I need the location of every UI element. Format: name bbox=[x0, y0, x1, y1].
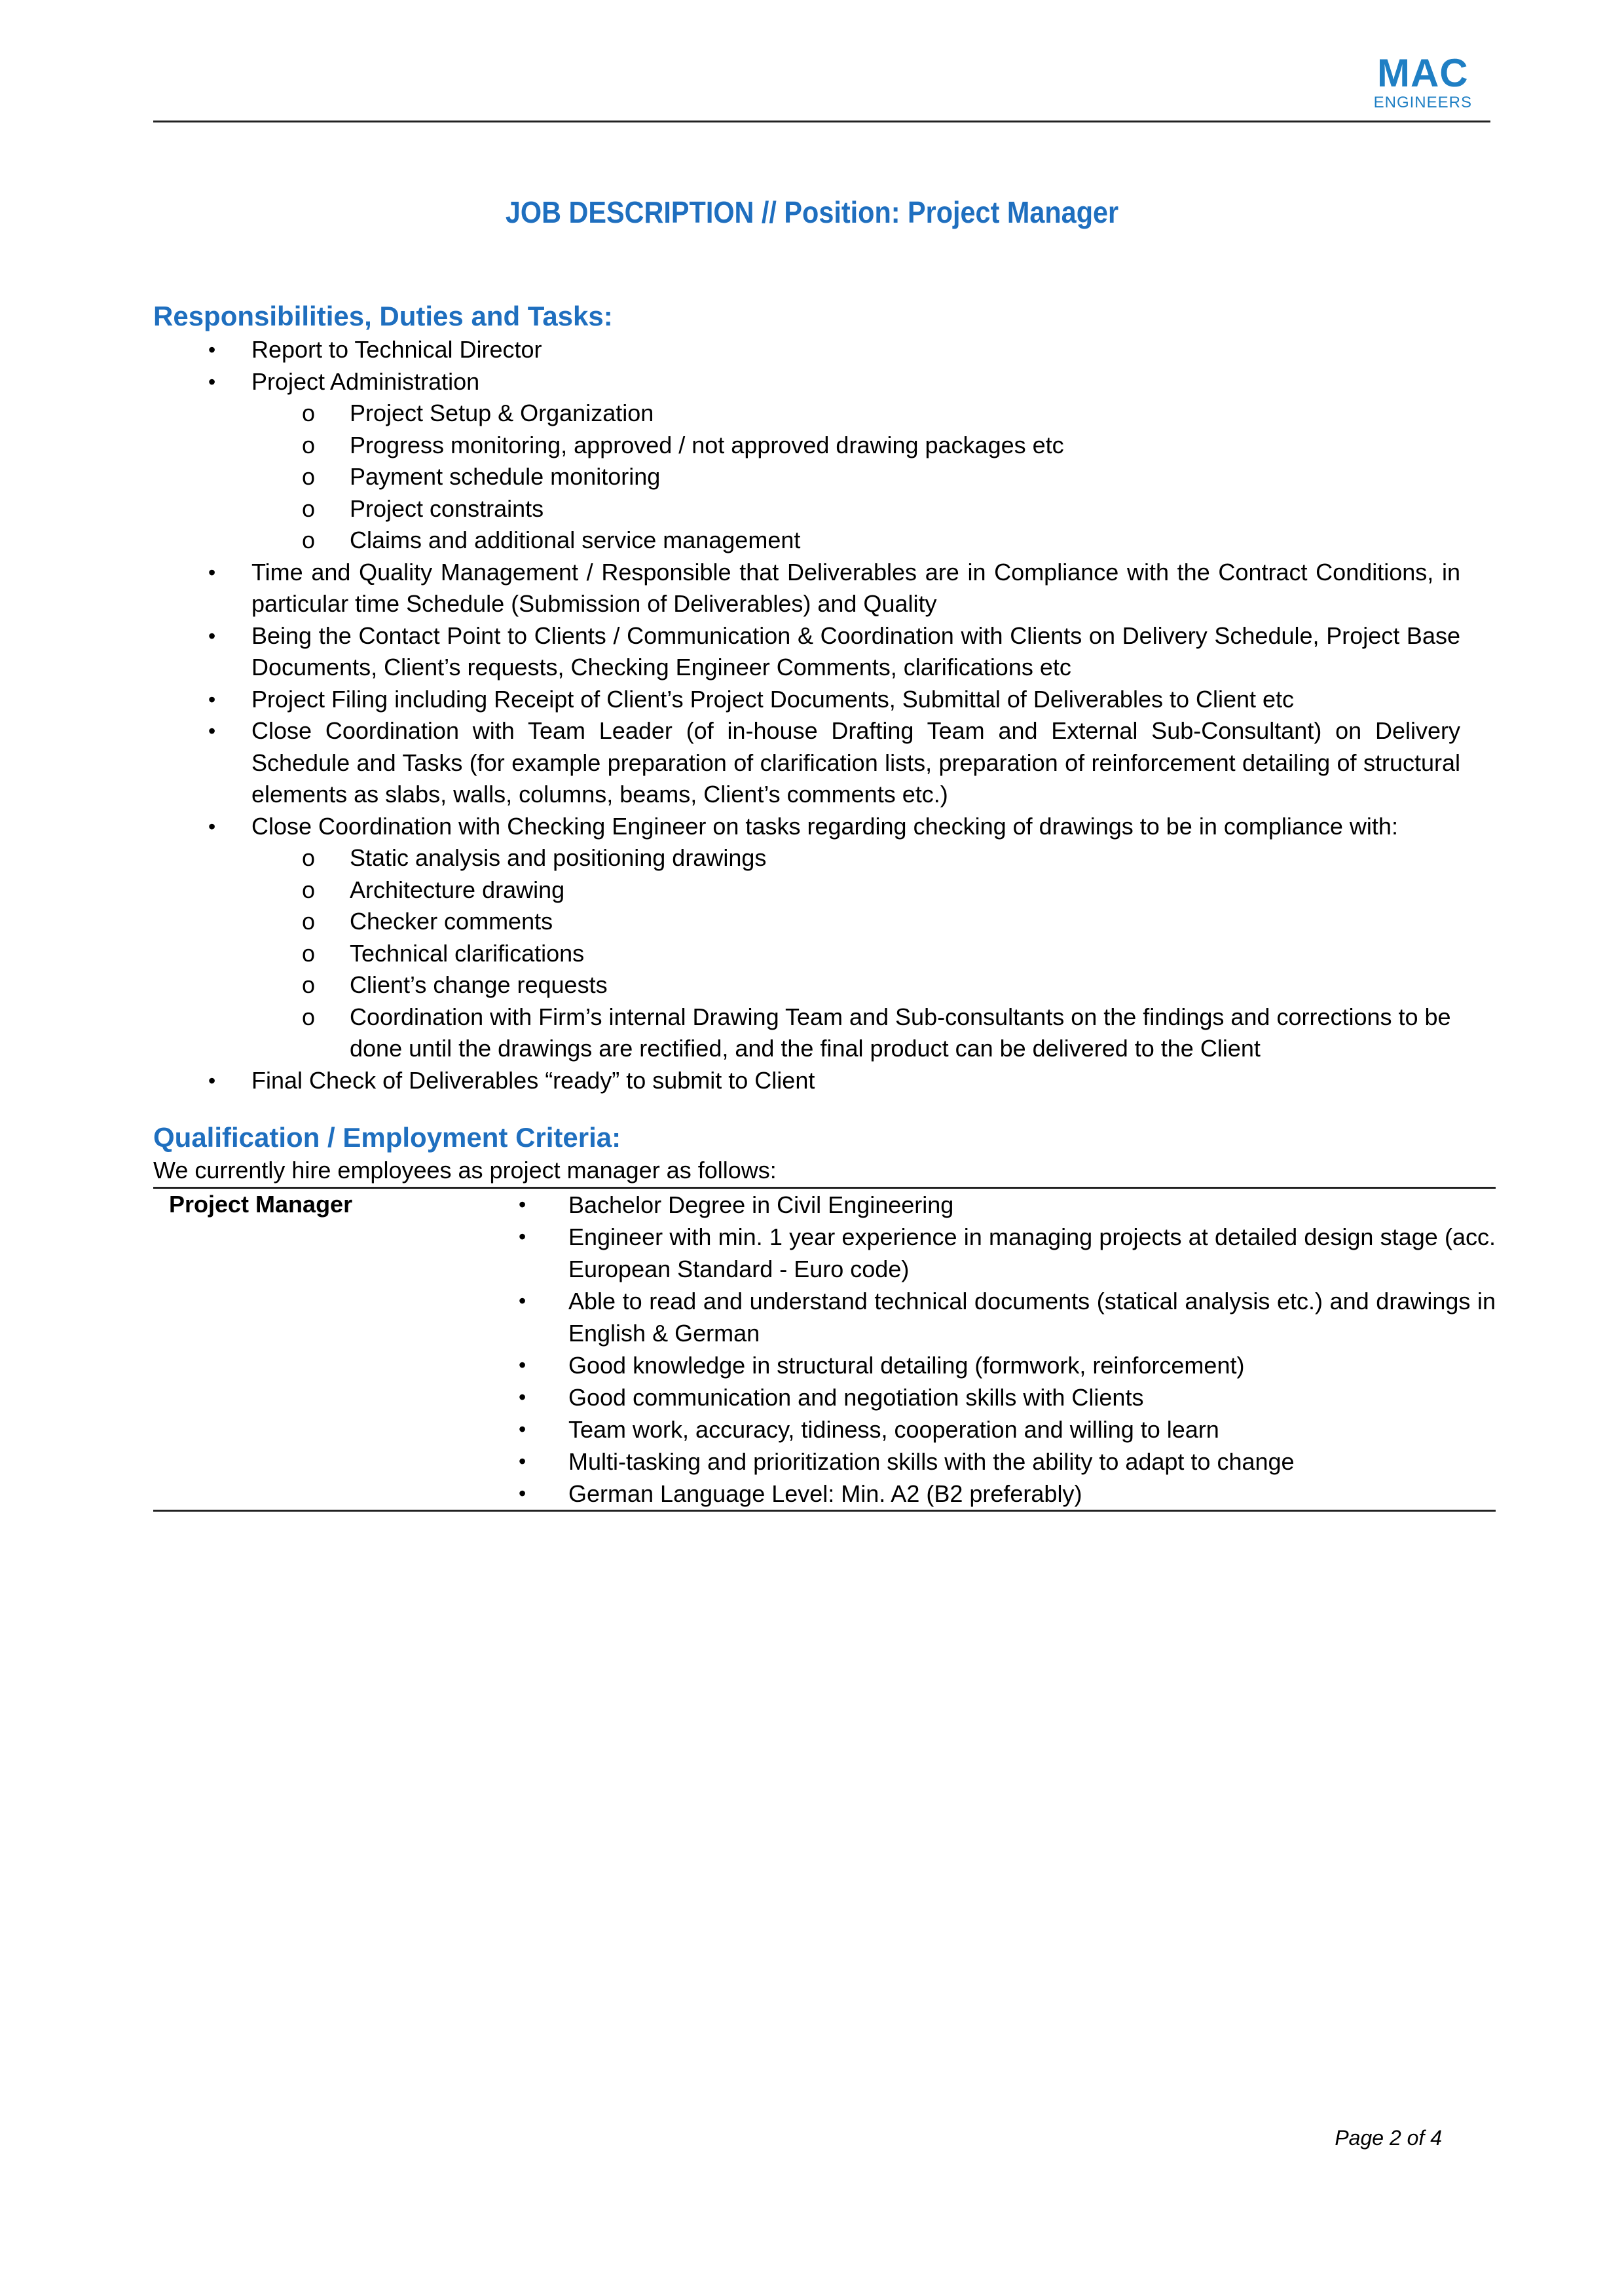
sub-list-item-text: Progress monitoring, approved / not approved drawing packages etc bbox=[350, 431, 1064, 458]
list-item bbox=[153, 620, 1460, 684]
bullet-icon: • bbox=[208, 719, 216, 743]
sub-list-item bbox=[153, 906, 1460, 938]
sub-list-container bbox=[153, 398, 1460, 557]
criteria-item-text: Multi-tasking and prioritization skills with the ability to adapt to change bbox=[568, 1448, 1295, 1475]
list-item-text: Final Check of Deliverables “ready” to submit to Client bbox=[251, 1066, 815, 1094]
qualification-intro: We currently hire employees as project manager as follows: bbox=[153, 1157, 777, 1184]
criteria-item-text: Good communication and negotiation skills with Clients bbox=[568, 1384, 1144, 1411]
list-item-text: Time and Quality Management / Responsible that Deliverables are in Compliance with the Contract Conditions, in particular time Schedule (Submission of Deliverables) and Quality bbox=[251, 558, 1460, 617]
bullet-icon: • bbox=[519, 1385, 526, 1409]
sub-list-item bbox=[153, 525, 1460, 557]
sub-list-item-text: Claims and additional service management bbox=[350, 527, 801, 553]
sub-bullet-icon: o bbox=[302, 431, 316, 458]
criteria-item-text: German Language Level: Min. A2 (B2 preferably) bbox=[568, 1480, 1082, 1507]
list-item-text: Close Coordination with Team Leader (of in-house Drafting Team and External Sub-Consultant) on Delivery Schedule and Tasks (for example preparation of clarification lists, preparation of reinforcement detailing of structural elements as slabs, walls, columns, beams, Client’s comments etc.) bbox=[251, 717, 1460, 808]
sub-bullet-icon: o bbox=[302, 400, 316, 426]
list-item-text: Being the Contact Point to Clients / Communication & Coordination with Clients on Delivery Schedule, Project Base Documents, Client’s requests, Checking Engineer Comments, clarifications etc bbox=[251, 622, 1460, 681]
sub-bullet-icon: o bbox=[302, 494, 316, 522]
header-divider bbox=[153, 121, 1490, 122]
sub-bullet-icon: o bbox=[302, 1003, 316, 1030]
sub-list-item bbox=[153, 398, 1460, 430]
qualification-table bbox=[153, 1187, 1496, 1512]
logo-sub-text: ENGINEERS bbox=[1373, 94, 1472, 111]
sub-list-item bbox=[153, 493, 1460, 525]
list-item-text: Report to Technical Director bbox=[251, 336, 542, 363]
sub-list bbox=[153, 398, 1460, 557]
bullet-icon: • bbox=[519, 1225, 526, 1248]
criteria-item bbox=[470, 1189, 1496, 1221]
bullet-icon: • bbox=[519, 1353, 526, 1377]
list-item bbox=[153, 811, 1460, 843]
sub-bullet-icon: o bbox=[302, 463, 316, 490]
criteria-item bbox=[470, 1349, 1496, 1381]
sub-list-item bbox=[153, 969, 1460, 1001]
sub-bullet-icon: o bbox=[302, 939, 316, 967]
bullet-icon: • bbox=[208, 814, 216, 838]
sub-list bbox=[153, 842, 1460, 1065]
bullet-icon: • bbox=[208, 1068, 216, 1092]
bullet-icon: • bbox=[519, 1449, 526, 1473]
document-body bbox=[153, 299, 1496, 1512]
list-item bbox=[153, 334, 1460, 366]
criteria-item bbox=[470, 1478, 1496, 1510]
bullet-icon: • bbox=[208, 560, 216, 584]
list-item bbox=[153, 715, 1460, 811]
criteria-cell bbox=[470, 1188, 1496, 1511]
criteria-item bbox=[470, 1221, 1496, 1285]
bullet-icon: • bbox=[519, 1417, 526, 1441]
sub-bullet-icon: o bbox=[302, 908, 316, 935]
sub-list-item-text: Project Setup & Organization bbox=[350, 400, 654, 426]
bullet-icon: • bbox=[519, 1193, 526, 1216]
document-title: JOB DESCRIPTION // Position: Project Manager bbox=[505, 195, 1119, 229]
sub-list-item bbox=[153, 938, 1460, 970]
table-row bbox=[153, 1188, 1496, 1511]
sub-list-item-text: Static analysis and positioning drawings bbox=[350, 844, 767, 871]
sub-list-item bbox=[153, 461, 1460, 493]
role-cell: Project Manager bbox=[169, 1191, 353, 1218]
criteria-item bbox=[470, 1446, 1496, 1478]
sub-bullet-icon: o bbox=[302, 527, 316, 553]
criteria-item-text: Team work, accuracy, tidiness, cooperation and willing to learn bbox=[568, 1416, 1219, 1443]
list-item bbox=[153, 366, 1460, 398]
sub-bullet-icon: o bbox=[302, 971, 316, 998]
list-item-text: Project Administration bbox=[251, 367, 480, 395]
responsibilities-list bbox=[153, 334, 1463, 1096]
bullet-icon: • bbox=[519, 1482, 526, 1505]
sub-list-item-text: Payment schedule monitoring bbox=[350, 463, 661, 490]
list-item bbox=[153, 557, 1460, 620]
sub-list-container bbox=[153, 842, 1460, 1065]
list-item-text: Project Filing including Receipt of Client’s Project Documents, Submittal of Deliverables to Client etc bbox=[251, 685, 1295, 713]
sub-list-item-text: Architecture drawing bbox=[350, 876, 565, 903]
sub-list-item bbox=[153, 430, 1460, 462]
sub-list-item-text: Technical clarifications bbox=[350, 939, 585, 967]
page-number: Page 2 of 4 bbox=[1335, 2126, 1442, 2150]
bullet-icon: • bbox=[208, 687, 216, 711]
list-item bbox=[153, 1065, 1460, 1097]
list-item bbox=[153, 684, 1460, 716]
criteria-item-text: Able to read and understand technical documents (statical analysis etc.) and drawings in English & German bbox=[568, 1288, 1496, 1347]
criteria-item-text: Bachelor Degree in Civil Engineering bbox=[568, 1191, 954, 1218]
sub-bullet-icon: o bbox=[302, 844, 316, 871]
criteria-list bbox=[470, 1189, 1496, 1510]
sub-bullet-icon: o bbox=[302, 876, 316, 903]
criteria-item bbox=[470, 1285, 1496, 1349]
responsibilities-heading: Responsibilities, Duties and Tasks: bbox=[153, 301, 613, 331]
sub-list-item-text: Client’s change requests bbox=[350, 971, 608, 998]
company-logo bbox=[1373, 51, 1472, 111]
list-item-text: Close Coordination with Checking Engineer on tasks regarding checking of drawings to be in compliance with: bbox=[251, 812, 1398, 840]
section-spacer bbox=[153, 1096, 1463, 1120]
sub-list-item-text: Project constraints bbox=[350, 494, 544, 522]
sub-list-item bbox=[153, 842, 1460, 874]
bullet-icon: • bbox=[519, 1289, 526, 1313]
sub-list-item-text: Coordination with Firm’s internal Drawing Team and Sub-consultants on the findings and corrections to be done until the drawings are rectified, and the final product can be delivered to the Client bbox=[350, 1003, 1451, 1062]
qualification-heading: Qualification / Employment Criteria: bbox=[153, 1122, 621, 1153]
criteria-item-text: Good knowledge in structural detailing (formwork, reinforcement) bbox=[568, 1352, 1245, 1379]
logo-main-text: MAC bbox=[1376, 51, 1469, 95]
criteria-item bbox=[470, 1381, 1496, 1413]
bullet-icon: • bbox=[208, 369, 216, 394]
sub-list-item-text: Checker comments bbox=[350, 908, 553, 935]
bullet-icon: • bbox=[208, 338, 216, 362]
bullet-icon: • bbox=[208, 624, 216, 648]
criteria-item-text: Engineer with min. 1 year experience in managing projects at detailed design stage (acc. European Standard - Euro code) bbox=[568, 1223, 1496, 1282]
sub-list-item bbox=[153, 874, 1460, 906]
criteria-item bbox=[470, 1413, 1496, 1446]
sub-list-item bbox=[153, 1001, 1460, 1065]
